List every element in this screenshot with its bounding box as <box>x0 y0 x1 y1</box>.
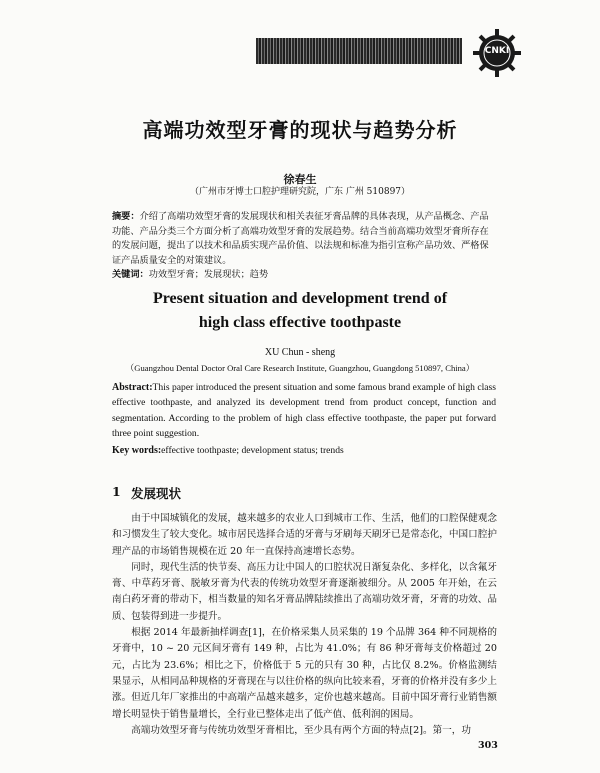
body-text <box>112 511 497 739</box>
paragraph: 同时，现代生活的快节奏、高压力让中国人的口腔状况日渐复杂化、多样化，以含氟牙膏、中草药牙膏、脱敏牙膏为代表的传统功效型牙膏逐渐被细分。从 2005 年开始，在云南白药牙膏的带动下，相当数量的知名牙膏品牌陆续推出了高端功效牙膏，牙膏的功效、品质、包装得到进一步提升。 <box>112 561 497 622</box>
title-en-line2: high class effective toothpaste <box>198 314 402 331</box>
abstract-en-label: Abstract: <box>112 382 153 393</box>
keywords-cn-label: 关键词： <box>112 269 149 280</box>
author-cn: 徐春生 <box>283 173 317 186</box>
affiliation-en: （Guangzhou Dental Doctor Oral Care Research Institute, Guangzhou, Guangdong 510897, China） <box>125 363 475 373</box>
header-banner <box>256 38 462 64</box>
logo-label: CNKI <box>484 46 510 56</box>
title-en-line1: Present situation and development trend of <box>152 290 448 307</box>
keywords-en-text: effective toothpaste; development status; trends <box>161 445 344 456</box>
article-title-en <box>0 287 600 335</box>
abstract-en <box>112 380 496 442</box>
paragraph: 根据 2014 年最新抽样调查[1]，在价格采集人员采集的 19 个品牌 364 种不同规格的牙膏中，10 ~ 20 元区间牙膏有 149 种，占比为 41.0%；有 86 种牙膏每支价格超过 20 元，占比为 23.6%；相比之下，价格低于 5 元的只有 30 种，占比仅 8.2%。价格监测结果显示，从相同品种规格的牙膏现在与以往价格的纵向比较来看，牙膏的价格并没有多少上涨。但近几年厂家推出的中高端产品越来越多，定价也越来越高。目前中国牙膏行业销售额增长明显快于销售量增长，全行业已整体走出了低产值、低利润的困局。 <box>112 627 497 720</box>
abstract-cn-text: 介绍了高端功效型牙膏的发展现状和相关表征牙膏品牌的具体表现，从产品概念、产品功能、产品分类三个方面分析了高端功效型牙膏的发展趋势。结合当前高端功效型牙膏所存在的发展问题，提出了以技术和品质实现产品价值、以法规和标准为指引宣称产品功效、严格保证产品质量安全的对策建议。 <box>112 211 489 266</box>
author-en: XU Chun - sheng <box>264 347 336 358</box>
keywords-cn <box>112 266 496 280</box>
article-title-cn: 高端功效型牙膏的现状与趋势分析 <box>142 118 458 142</box>
keywords-en-label: Key words: <box>112 445 162 456</box>
section-number: 1 <box>112 484 121 499</box>
affiliation-cn: （广州市牙博士口腔护理研究院，广东 广州 510897） <box>189 187 411 197</box>
page-number: 303 <box>478 740 498 751</box>
paragraph: 由于中国城镇化的发展，越来越多的农业人口到城市工作、生活，他们的口腔保健观念和习惯发生了较大变化。城市居民选择合适的牙膏与牙刷每天刷牙已是常态化，中国口腔护理产品的市场销售规模在近 20 年一直保持高速增长态势。 <box>112 513 497 557</box>
abstract-cn-label: 摘要： <box>112 211 140 222</box>
keywords-en <box>112 445 496 456</box>
paragraph: 高端功效型牙膏与传统功效型牙膏相比，至少具有两个方面的特点[2]。第一，功 <box>131 724 471 736</box>
abstract-cn <box>112 210 496 268</box>
section-title: 发展现状 <box>131 486 182 501</box>
keywords-cn-text: 功效型牙膏；发展现状；趋势 <box>148 269 269 280</box>
abstract-en-text: This paper introduced the present situation and some famous brand example of high class effective toothpaste, and analyzed its development trend from product concept, function and segmentation. According to the problem of high class effective toothpaste, the paper put forward three point suggestion. <box>112 382 496 440</box>
